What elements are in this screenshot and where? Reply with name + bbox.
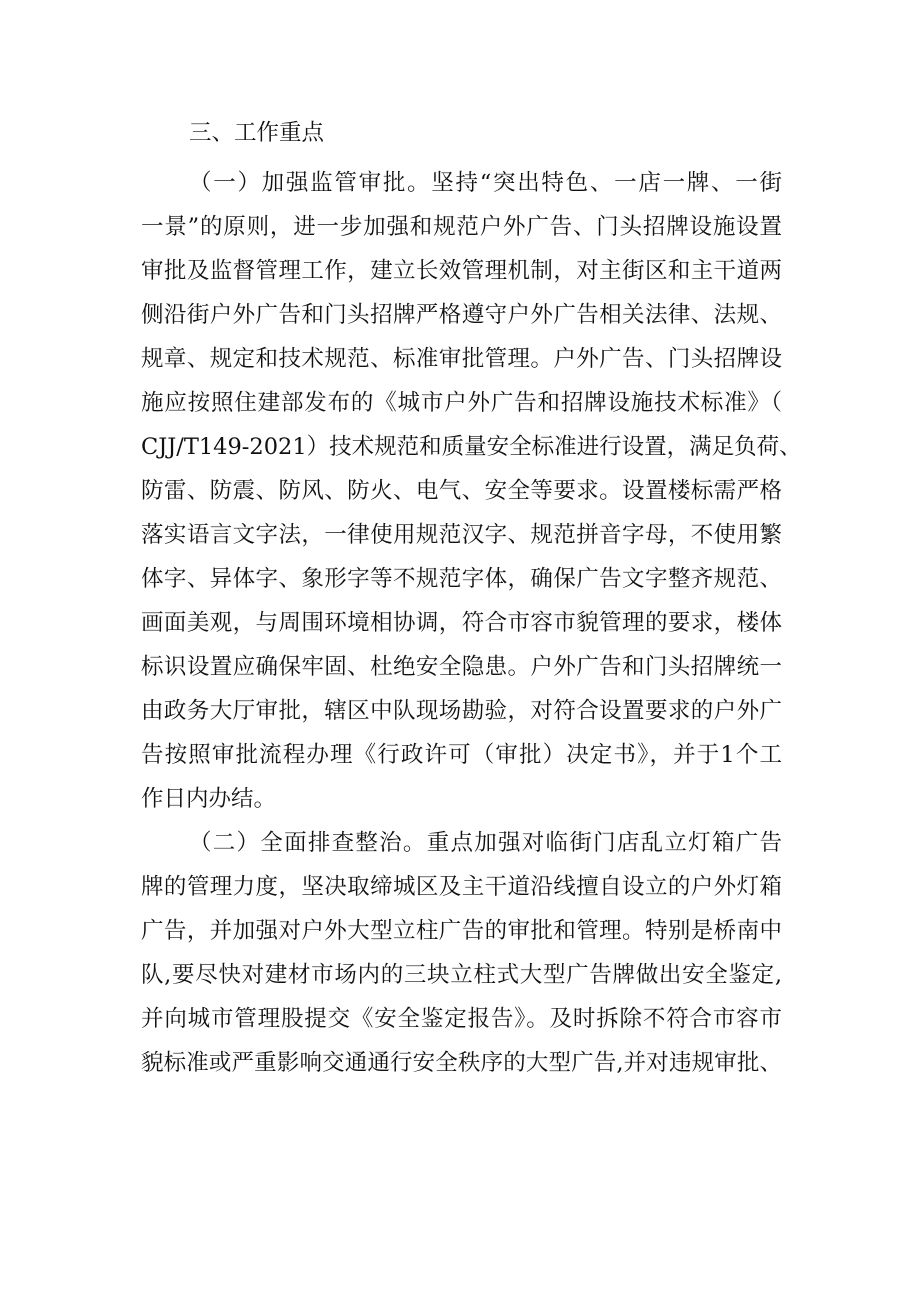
paragraph-1-line-15: 作日内办结。 <box>141 786 277 812</box>
paragraph-2-line-3: 广告，并加强对户外大型立柱广告的审批和管理。特别是桥南中 <box>141 918 782 944</box>
paragraph-1-line-9: 落实语言文字法，一律使用规范汉字、规范拼音字母，不使用繁 <box>141 522 782 548</box>
section-heading: 三、工作重点 <box>189 120 325 146</box>
paragraph-1-line-5: 规章、规定和技术规范、标准审批管理。户外广告、门头招牌设 <box>141 346 782 372</box>
paragraph-2-line-1: （二）全面排查整治。重点加强对临街门店乱立灯箱广告 <box>189 830 782 856</box>
paragraph-1-line-12: 标识设置应确保牢固、杜绝安全隐患。户外广告和门头招牌统一 <box>141 654 782 680</box>
paragraph-1-line-8: 防雷、防震、防风、防火、电气、安全等要求。设置楼标需严格 <box>141 478 782 504</box>
paragraph-1-line-10: 体字、异体字、象形字等不规范字体，确保广告文字整齐规范、 <box>141 566 782 592</box>
paragraph-2-line-5: 并向城市管理股提交《安全鉴定报告》。及时拆除不符合市容市 <box>141 1006 782 1032</box>
paragraph-1-line-2: 一景”的原则，进一步加强和规范户外广告、门头招牌设施设置 <box>141 214 782 240</box>
paragraph-2-line-2: 牌的管理力度，坚决取缔城区及主干道沿线擅自设立的户外灯箱 <box>141 874 782 900</box>
paragraph-1-line-3: 审批及监督管理工作，建立长效管理机制，对主街区和主干道两 <box>141 258 782 284</box>
paragraph-1-line-7: CJJ/T149-2021）技术规范和质量安全标准进行设置，满足负荷、 <box>141 434 802 460</box>
paragraph-1-line-1: （一）加强监管审批。坚持“突出特色、一店一牌、一街 <box>189 170 782 196</box>
paragraph-2-line-6: 貌标准或严重影响交通通行安全秩序的大型广告,并对违规审批、 <box>141 1050 782 1076</box>
paragraph-1-line-6: 施应按照住建部发布的《城市户外广告和招牌设施技术标准》（ <box>141 390 782 416</box>
paragraph-1-line-14: 告按照审批流程办理《行政许可（审批）决定书》，并于1个工 <box>141 742 782 768</box>
paragraph-1-line-11: 画面美观，与周围环境相协调，符合市容市貌管理的要求，楼体 <box>141 610 782 636</box>
paragraph-2-line-4: 队,要尽快对建材市场内的三块立柱式大型广告牌做出安全鉴定, <box>141 962 782 988</box>
paragraph-1-line-4: 侧沿街户外广告和门头招牌严格遵守户外广告相关法律、法规、 <box>141 302 782 328</box>
paragraph-1-line-13: 由政务大厅审批，辖区中队现场勘验，对符合设置要求的户外广 <box>141 698 782 724</box>
